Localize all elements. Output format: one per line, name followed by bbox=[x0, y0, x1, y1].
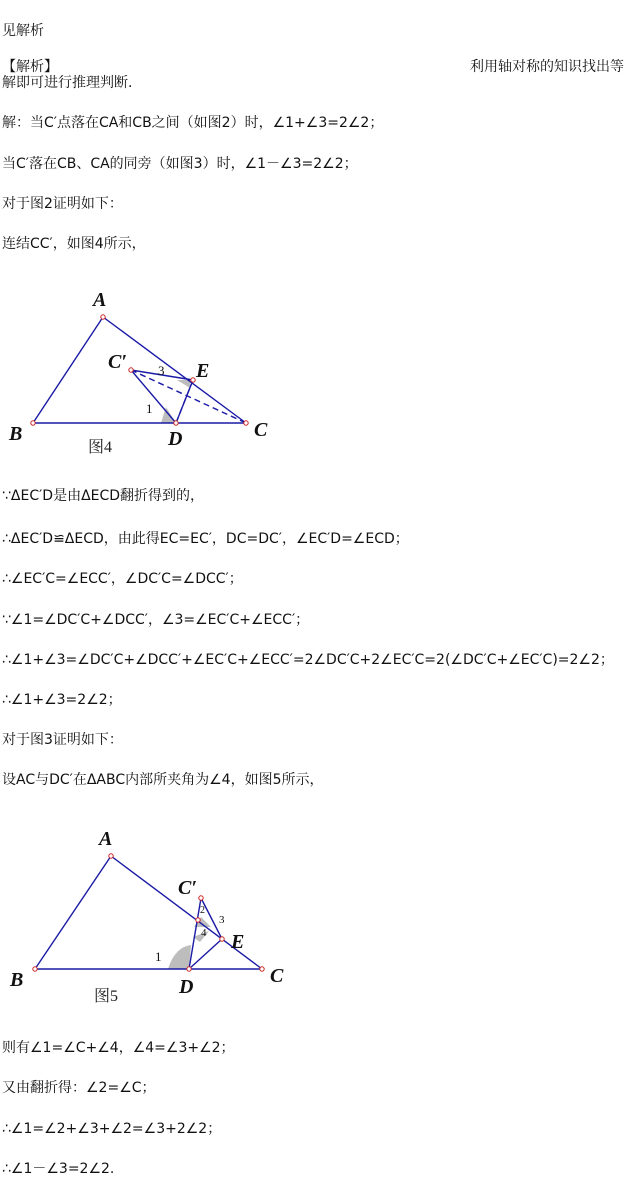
solution-line-1: 解：当C′点落在CA和CB之间（如图2）时，∠1+∠3=2∠2； bbox=[2, 115, 384, 131]
figure-5 bbox=[0, 815, 320, 1015]
analysis-hint-left: 解即可进行推理判断. bbox=[2, 75, 133, 91]
label-Cp: C′ bbox=[178, 877, 197, 899]
segment-CpD bbox=[131, 370, 176, 423]
proof-step-4: ∵∠1=∠DC′C+∠DCC′，∠3=∠EC′C+∠ECC′； bbox=[2, 612, 310, 628]
proof-fig3-heading: 对于图3证明如下： bbox=[2, 732, 123, 748]
label-E: E bbox=[196, 360, 210, 382]
proof-fig3-step-2: 又由翻折得：∠2=∠C； bbox=[2, 1080, 156, 1096]
angle-label-2: 2 bbox=[200, 905, 205, 916]
vertex-B bbox=[33, 967, 37, 971]
angle-label-1: 1 bbox=[155, 949, 162, 964]
label-B: B bbox=[9, 423, 23, 445]
proof-fig2-heading: 对于图2证明如下： bbox=[2, 196, 123, 212]
label-A: A bbox=[93, 289, 107, 311]
vertex-A bbox=[109, 854, 113, 858]
proof-fig3-conclusion: ∴∠1－∠3=2∠2. bbox=[2, 1161, 115, 1177]
proof-fig3-step-3: ∴∠1=∠2+∠3+∠2=∠3+2∠2； bbox=[2, 1121, 222, 1137]
vertex-Cp bbox=[199, 896, 203, 900]
angle-3-shade bbox=[177, 380, 190, 388]
vertex-E bbox=[220, 937, 224, 941]
proof-step-5: ∴∠1+∠3=∠DC′C+∠DCC′+∠EC′C+∠ECC′=2∠DC′C+2∠EC′C=2(∠DC′C+∠EC′C)=2∠2； bbox=[2, 652, 614, 668]
segment-AB bbox=[33, 317, 103, 423]
proof-step-1: ∵ΔEC′D是由ΔECD翻折得到的， bbox=[2, 488, 205, 504]
label-D: D bbox=[179, 976, 194, 998]
angle-label-3: 3 bbox=[158, 363, 165, 378]
vertex-intersection bbox=[196, 918, 200, 922]
label-E: E bbox=[231, 931, 245, 953]
vertex-A bbox=[101, 315, 105, 319]
label-A: A bbox=[99, 828, 113, 850]
vertex-B bbox=[31, 421, 35, 425]
figure-4 bbox=[0, 280, 300, 465]
proof-step-2: ∴ΔEC′D≌ΔECD，由此得EC=EC′，DC=DC′，∠EC′D=∠ECD； bbox=[2, 531, 409, 547]
label-C: C bbox=[254, 419, 268, 441]
proof-fig3-setup: 设AC与DC′在ΔABC内部所夹角为∠4，如图5所示， bbox=[2, 772, 324, 788]
segment-AB bbox=[35, 856, 111, 969]
figure-4-caption: 图4 bbox=[88, 439, 113, 456]
label-B: B bbox=[10, 969, 24, 991]
vertex-E bbox=[191, 378, 195, 382]
vertex-D bbox=[187, 967, 191, 971]
proof-step-3: ∴∠EC′C=∠ECC′，∠DC′C=∠DCC′； bbox=[2, 571, 243, 587]
proof-fig2-step-connect: 连结CC′，如图4所示， bbox=[2, 236, 146, 252]
proof-fig3-step-1: 则有∠1=∠C+∠4，∠4=∠3+∠2； bbox=[2, 1040, 235, 1056]
angle-label-4: 4 bbox=[201, 927, 207, 939]
analysis-hint-right: 利用轴对称的知识找出等 bbox=[470, 59, 624, 75]
vertex-Cp bbox=[129, 368, 133, 372]
answer-heading: 见解析 bbox=[2, 23, 44, 39]
label-Cp: C′ bbox=[108, 351, 127, 373]
angle-label-1: 1 bbox=[146, 401, 153, 416]
label-D: D bbox=[168, 428, 183, 450]
angle-label-3: 3 bbox=[219, 914, 225, 926]
analysis-title: 【解析】 bbox=[2, 59, 58, 75]
figure-5-caption: 图5 bbox=[94, 988, 119, 1005]
vertex-D bbox=[174, 421, 178, 425]
solution-line-2: 当C′落在CB、CA的同旁（如图3）时，∠1－∠3=2∠2； bbox=[2, 156, 358, 172]
vertex-C bbox=[244, 421, 248, 425]
label-C: C bbox=[270, 965, 284, 987]
angle-1-shade bbox=[168, 945, 191, 969]
proof-step-6: ∴∠1+∠3=2∠2； bbox=[2, 692, 122, 708]
vertex-C bbox=[260, 967, 264, 971]
